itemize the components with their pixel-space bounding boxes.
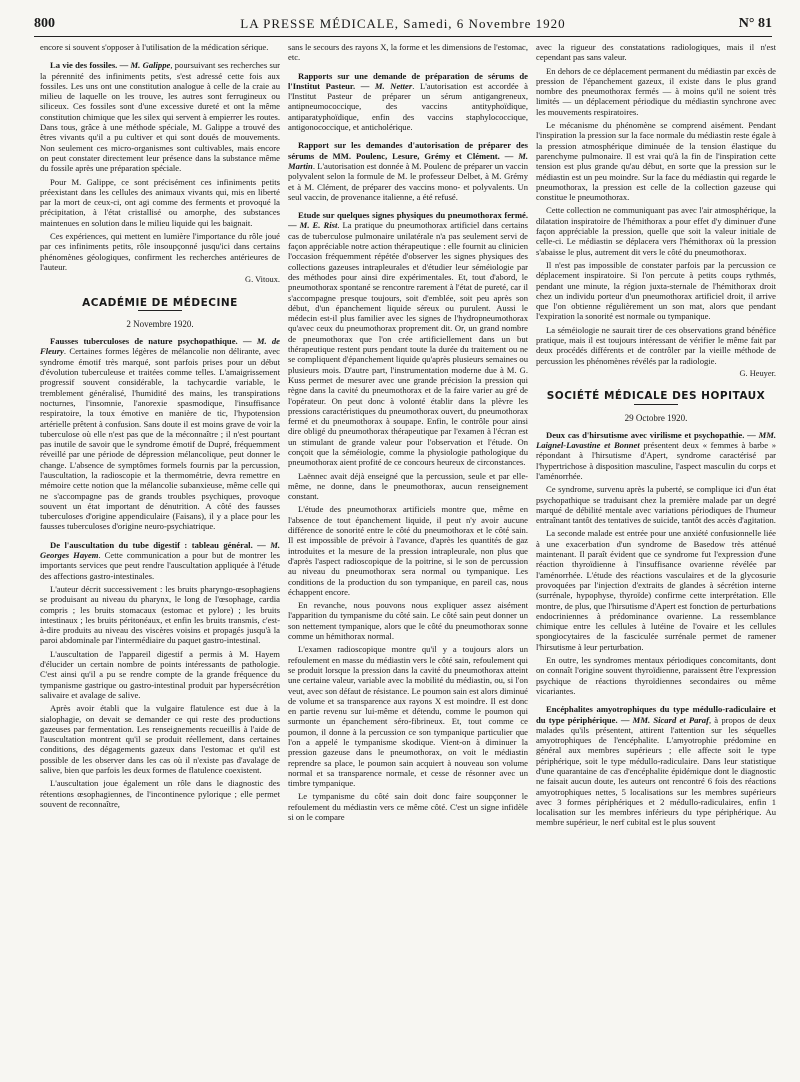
article-heading: Deux cas d'hirsutisme avec virilisme et psychopathie. — [546, 429, 759, 440]
paragraph: encore si souvent s'opposer à l'utilisation de la médication sérique. [40, 42, 269, 52]
paragraph: En dehors de ce déplacement permanent du médiastin par excès de pression de l'épanchement gazeux, il existe dans le plus grand nombre des pneumothorax fermés — à moins qu'il ne soient très limités — un déplacement périodique du médiastin synchrone avec les mouvements respiratoires. [536, 65, 776, 117]
article-author: MM. Sicard et Paraf [632, 714, 709, 725]
paragraph: Ces expériences, qui mettent en lumière l'importance du rôle joué par ces infiniments petits, rôle insoupçonné jusqu'ici dans certains phénomènes géologiques, confirment les recherches antérieures de l'auteur. [40, 231, 280, 272]
article-encephalites: Encéphalites amyotrophiques du type médullo-radiculaire et du type périphérique. — MM. Sicard et Paraf, à propos de deux malades qu'ils présentent, attirent l'attention sur les séquelles amyotrophiques de l'encéphalite. L'amyotrophie prédomine en général aux membres supérieurs ; elle affecte soit le type périphérique, soit le type médullo-radiculaire. Dans leur statistique d'une quarantaine de cas d'encéphalite épidémique dont le diagnostic ne faisait aucun doute, les auteurs ont rencontré 6 fois des réactions amyotrophiques nettes, 5 localisations sur les membres supérieurs avec 3 formes périphériques et 2 médullo-radiculaires, enfin 1 localisation sur les membres inférieurs du type périphérique. Au membre supérieur, le nerf cubital est le plus souvent [536, 704, 776, 828]
paragraph: Le mécanisme du phénomène se comprend aisément. Pendant l'inspiration la pression sur la face normale du médiastin reste égale à la pression atmosphérique diminuée de la tension élastique du parenchyme pulmonaire. Il est vrai qu'à la fin de l'inspiration cette tension est plus grande qu'au début, en sorte que la pression sur le médiastin est un peu moindre. Sur la face du médiastin qui regarde le pneumothorax, la pression est celle de la collection gazeuse qui constitue le pneumothorax. [536, 120, 776, 203]
article-heading: Encéphalites amyotrophiques du type médullo-radiculaire et du type périphérique. — [536, 704, 776, 725]
article-author: M. E. Rist [299, 220, 338, 231]
section-title-academie: ACADÉMIE DE MÉDECINE [82, 296, 238, 309]
article-author: MM. Laignel-Lavastine et Bonnet [536, 429, 776, 451]
section-rule [138, 310, 182, 311]
article-author: M. de Fleury [40, 336, 280, 357]
paragraph: La seconde malade est entrée pour une anxiété confusionnelle liée à une exacerbation d'un syndrome de Basedow très atténué maintenant. Il paraît évident que ce syndrome fut l'expression d'une réaction thyroïdienne à l'insuffisance ovarienne révélée par l'aménorrhée. L'étude des réactions vasculaires et de la glycosurie provoquées par l'injection d'extraits de glandes à sécrétion interne (surrénale, hypophyse, thyroïde) confirme cette interprétation. Elle montre, de plus, que l'hirsutisme d'Apert est fonction de perturbations endocriniennes à prédominance ovarienne. La ressemblance chimique entre les cellules à lutéine de l'ovaire et les cellules spongiocytaires de la fasciculée surrénale permet de ramener l'hirsutisme à leur perturbation. [536, 528, 776, 652]
journal-title: LA PRESSE MÉDICALE, Samedi, 6 Novembre 1920 [240, 16, 566, 31]
article-author: M. Netter [374, 80, 413, 91]
paragraph: L'auscultation de l'appareil digestif a permis à M. Hayem d'élucider un certain nombre de points intéressants de pathologie. C'est ainsi qu'il a pu se rendre compte de la grande fréquence du tympanisme gastrique ou gastro-intestinal produit par hypersécrétion salivaire et avalage de salive. [40, 648, 280, 700]
article-heading: De l'auscultation du tube digestif : tableau général. — [50, 539, 271, 550]
section-title-societe: SOCIÉTÉ MÉDICALE DES HOPITAUX [546, 390, 766, 403]
section-rule [634, 404, 678, 405]
paragraph: sans le secours des rayons X, la forme et les dimensions de l'estomac, etc. [288, 42, 528, 63]
page-number: 800 [34, 16, 55, 31]
paragraph: Après avoir établi que la vulgaire flatulence est due à la sialophagie, on devait se demander ce qui reste des productions gazeuses par fermentation. Les renseignements recueillis à l'aide de l'auscultation montrent qu'il se produit réellement, dans certaines conditions, des dégagements gazeux dans l'estomac et qu'il est possible de les observer dans les cas où il n'existe pas d'avalage de salive, bien que parfois les deux formes de flatulence coexistent. [40, 703, 280, 775]
article-vie-des-fossiles: La vie des fossiles. — M. Galippe, poursuivant ses recherches sur la pérennité des infiniments petits, s'est adressé cette fois aux fossiles. Les uns ont une constitution analogue à celle de la craie au milieu de laquelle on les trouve, les autres sont ferrugineux ou siliceux. Ces fossiles sont d'une excessive dureté et ont la même constitution chimique que les silex qui servent à empierrer les routes. Dans tous, grâce à une méthode spéciale, M. Galippe a trouvé des êtres vivants qu'il a pu cultiver et qui sont doués de mouvements. Non seulement ces micro-organismes sont cultivables, mais encore on peut constater directement leur présence dans la substance même du fossile après une préparation spéciale. [40, 60, 280, 174]
paragraph: L'examen radioscopique montre qu'il y a toujours alors un refoulement en masse du médiastin vers le côté sain, refoulement qui se produit lorsque la pression dans la cavité du pneumothorax atteint une certaine valeur, variable avec la mobilité du médiastin, ou, si l'on veut, avec son défaut de résistance. Le poumon sain est alors diminué de volume et sa transparence aux rayons X est moindre. Il est donc en partie revenu sur lui-même et détendu, comme le poumon qui surmonte un épanchement séro-fibrineux. Et, tout comme ce poumon, il donne à la percussion ce son tympanique particulier que l'on a appelé le tympanisme skodique. Vient-on à diminuer la pression gazeuse dans le pneumothorax, on voit le médiastin reprendre sa place, le poumon sain acquiert à nouveau son volume normal et sa transparence normale, et cesse de résonner avec un timbre tympanique. [288, 644, 528, 789]
section-date: 2 Novembre 1920. [126, 318, 194, 329]
article-heading: Fausses tuberculoses de nature psychopathique. — [50, 336, 257, 347]
paragraph: Ce syndrome, survenu après la puberté, se complique ici d'un état psychopathique se traduisant chez la première malade par un degré marqué de débilité mentale avec variations périodiques de l'humeur entraînant tantôt des tentatives de suicide, tantôt des accès d'agitation. [536, 484, 776, 526]
paragraph: La séméiologie ne saurait tirer de ces observations grand bénéfice pratique, mais il est toujours intéressant de vérifier le même fait par deux procédés différents et de contrôler par la vieille méthode de percussion les phénomènes révélés par la radiologie. [536, 324, 776, 366]
article-fausses-tuberculoses: Fausses tuberculoses de nature psychopathique. — M. de Fleury. Certaines formes légères de mélancolie non délirante, avec syndrome émotif très marqué, sont parfois prises pour un début d'évolution tuberculeuse et traitées comme telles. L'amaigrissement progressif souvent considérable, la tachycardie variable, le tremblement généralisé, l'humidité des mains, les transpirations nocturnes, l'insomnie, l'anorexie spasmodique, l'insuffisance respiratoire, la toux émotive en manière de tic, l'hypotension artérielle prêtent à confusion. Sans doute il est moins grave de voir la tuberculose où elle n'est pas que de la méconnaître ; il n'est pourtant pas inutile de savoir que le syndrome émotif de Dupré, fréquemment réveillé par une période de dépression mélancolique, peut donner le change. L'absence de symptômes formels fournis par la percussion, l'auscultation, la radioscopie et la thermométrie, devra remettre en mémoire cette notion que la mélancolie subanxieuse, même celle qui ne s'accompagne pas de grands troubles psychiques, provoque souvent un état important de dénutrition. A côté des fausses tuberculoses d'origine appendiculaire (Faisans), il y a place pour les fausses tuberculoses d'origine neuro-psychiatrique. [40, 336, 280, 532]
paragraph: L'auscultation joue également un rôle dans le diagnostic des rétentions œsophagiennes, de l'incontinence pylorique ; elle permet souvent de reconnaître, [40, 778, 280, 809]
paragraph: Il n'est pas impossible de constater parfois par la percussion ce déplacement inspiratoire. Si l'on percute à petits coups rythmés, pendant une minute, la région juxta-sternale de l'hémithorax droit chez un individu porteur d'un pneumothorax artificiel droit, il arrive que l'on obtienne régulièrement un son mat, alors que pendant l'expiration la sonorité est normale ou tympanique. [536, 259, 776, 322]
article-heading: Rapport sur les demandes d'autorisation de préparer des sérums de MM. Poulenc, Lesure, Grémy et Clément. — [288, 140, 528, 161]
article-author: M. Galippe [130, 60, 171, 71]
page-header [34, 14, 772, 37]
article-heading: Etude sur quelques signes physiques du pneumothorax fermé. — [288, 210, 528, 231]
paragraph: Pour M. Galippe, ce sont précisément ces infiniments petits préexistant dans les cellules des animaux vivants qui, mis en liberté par la mort de ceux-ci, ont agi comme des ferments et provoqué la précipitation, à l'état cristallisé ou amorphe, des substances maintenues en solution dans le milieu liquide qui les baignait. [40, 176, 280, 228]
article-auscultation: De l'auscultation du tube digestif : tableau général. — M. Georges Hayem. Cette communication a pour but de montrer les importants services que peut rendre l'auscultation appliquée à l'étude des affections gastro-intestinales. [40, 539, 280, 581]
paragraph: avec la rigueur des constatations radiologiques, mais il n'est cependant pas sans valeur. [536, 42, 776, 63]
section-date: 29 Octobre 1920. [624, 412, 688, 423]
article-heading: Rapports sur une demande de préparation de sérums de l'Institut Pasteur. — [288, 70, 528, 91]
article-rapport-autorisation: Rapport sur les demandes d'autorisation de préparer des sérums de MM. Poulenc, Lesure, Grémy et Clément. — M. Martin. L'autorisation est donnée à M. Poulenc de préparer un vaccin polyvalent selon la formule de M. le professeur Delbet, à M. Grémy et à M. Clément, de préparer des vaccins mono- et polyvalents. Un seul vaccin, de provenance italienne, a été refusé. [288, 140, 528, 202]
article-author: M. Georges Hayem [40, 539, 280, 561]
article-rapports-serums-pasteur: Rapports sur une demande de préparation de sérums de l'Institut Pasteur. — M. Netter. L'autorisation est accordée à l'Institut Pasteur de préparer un sérum antigangreneux, antipneumococcique, des vaccins antityphoïdique, antiparatyphoïdique, enfin des vaccins staphylococcique, antigonococcique, et antichol​érique. [288, 70, 528, 133]
article-author: M. Martin [288, 150, 528, 171]
paragraph: Laënnec avait déjà enseigné que la percussion, seule et par elle-même, ne donne, dans le pneumothorax, aucun renseignement constant. [288, 470, 528, 502]
paragraph: En outre, les syndromes mentaux périodiques concomitants, dont on connaît l'origine souvent thyroïdienne, paraissent être l'expression psychique de réactions thyroïdiennes secondaires ou même vicariantes. [536, 655, 776, 696]
paragraph: L'étude des pneumothorax artificiels montre que, même en l'absence de tout épanchement liquide, il peut n'y avoir aucune différence de sonorité entre le côté du pneumothorax et le côté sain. Il est impossible de prévoir à l'avance, d'après les quantités de gaz introduites et la mesure de la pression intrapleurale, non plus que d'après l'aspect radioscopique de la poitrine, si le son de percussion au niveau du pneumothorax sera normal ou tympanique. Les conditions de la production du son tympanique, en pareil cas, nous échappent encore. [288, 504, 528, 597]
column-2 [288, 42, 528, 1072]
paragraph: Le tympanisme du côté sain doit donc faire soupçonner le refoulement du médiastin vers ce même côté. C'est un signe infidèle si on le compare [288, 791, 528, 823]
column-1 [40, 42, 280, 1072]
paragraph: En revanche, nous pouvons nous expliquer assez aisément l'apparition du tympanisme du côté sain. Le côté sain peut donner un son nettement tympanique, alors que le côté du pneumothorax sonne comme un hémithorax normal. [288, 600, 528, 642]
paragraph: Cette collection ne communiquant pas avec l'air atmosphérique, la dilatation inspiratoire de l'hémithorax a pour effet d'y diminuer d'une façon appréciable la pression, quelle que soit la valeur initiale de celle-ci. Le médiastin se déplacera vers l'hémithorax où la pression s'abaisse le plus, autrement dit vers le côté du pneumothorax. [536, 205, 776, 257]
article-heading: La vie des fossiles. — [50, 60, 131, 71]
issue-number: N° 81 [738, 16, 772, 31]
paragraph: L'auteur décrit successivement : les bruits pharyngo-œsophagiens se produisant au niveau du pharynx, le long de l'œsophage, cardia compris ; les bruits stomacaux (estomac et pylore) ; les bruits intestinaux ; les bruits péritonéaux, et enfin les bruits transmis, c'est-à-dire produits au niveau des viscères voisins et propagés jusqu'à la paroi abdominale par l'intermédiaire du paquet gastro-intestinal. [40, 583, 280, 646]
article-hirsutisme: Deux cas d'hirsutisme avec virilisme et psychopathie. — MM. Laignel-Lavastine et Bonnet présentent deux « femmes à barbe » répondant à l'hirsutisme d'Apert, syndrome caractérisé par l'hypertrichose à disposition masculine, l'aspect masculin du corps et l'aménorrhée. [536, 429, 776, 481]
signature: G. Vitoux. [245, 275, 280, 285]
article-pneumothorax: Etude sur quelques signes physiques du pneumothorax fermé. — M. E. Rist. La pratique du pneumothorax artificiel dans certains cas de tuberculose pulmonaire unilatérale n'a pas seulement servi de façon appréciable notre action thérapeutique : elle fournit au clinicien l'occasion fréquemment répétée d'observer les signes physiques des collections gazeuses intrapleurales et d'étudier leur séméiologie par des méthodes pour ainsi dire expérimentales. Et, tout d'abord, le pneumothorax spontané se rencontre rarement à l'état de pureté, car il s'accompagne presque toujours, soit d'emblée, soit peu après son début, d'un épanchement liquide séreux ou purulent. Aussi le médecin est-il plus familier avec les signes de l'hydropneumothorax qu'avec ceux du pneumothorax proprement dit. Or, un grand nombre de pneumothorax que l'on crée artificiellement dans un but thérapeutique restent purs pendant toute la durée du traitement ou ne se compliquent d'épanchement liquide qu'après plusieurs semaines ou plusieurs mois. D'autre part, l'instrumentation moderne due à M. G. Kuss permet de mesurer avec une grande précision la pression qui règne dans la cavité du pneumothorax et de la faire varier au gré de l'opérateur. On peut donc à volonté établir dans la plèvre les pressions caractéristiques du pneumothorax ouvert, du pneumothorax fermé et du pneumothorax à soupape. Enfin, le contrôle pour ainsi dire obligé du pneumothorax thérapeutique par l'examen à l'écran est un stimulant de grande valeur pour l'observation et l'étude. On conçoit que la séméiologie, comme la physiologie pathologique du pneumothorax aient profité de ce concours heureux de circonstances. [288, 210, 528, 468]
column-3 [536, 42, 776, 1072]
signature: G. Heuyer. [739, 368, 776, 378]
